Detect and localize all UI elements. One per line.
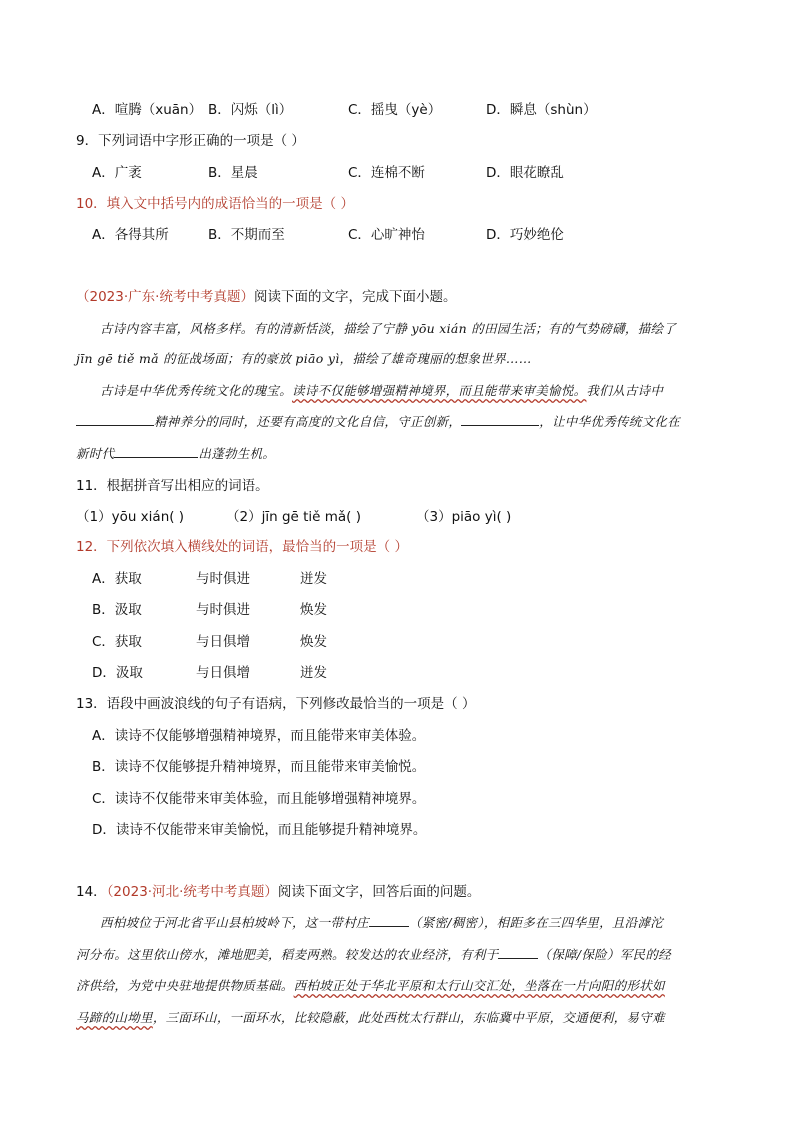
- blank-1[interactable]: [76, 413, 154, 426]
- blank-2[interactable]: [461, 413, 539, 426]
- q9-option-b: B．星晨: [208, 165, 258, 181]
- section2-intro: 阅读下面的文字，完成下面小题。: [253, 289, 457, 305]
- passage-text: 河分布。这里依山傍水，滩地肥美，稻麦两熟。较发达的农业经济，有利于: [76, 947, 499, 962]
- q9-option-a: A．广袤: [92, 165, 142, 181]
- q10-option-a: A．各得其所: [92, 227, 169, 243]
- q10-option-d: D．巧妙绝伦: [486, 227, 564, 243]
- passage-text: （紧密/稠密），相距多在三四华里，且沿滹沱: [408, 915, 664, 930]
- q13-option-d: D．读诗不仅能带来审美愉悦，而且能够提升精神境界。: [92, 822, 427, 838]
- wavy-sentence: 马蹄的山坳里: [76, 1010, 153, 1025]
- passage-text: 古诗是中华优秀传统文化的瑰宝。: [100, 383, 293, 398]
- q13-option-c: C．读诗不仅能带来审美体验，而且能够增强精神境界。: [92, 791, 426, 807]
- q12-col-3: 焕发: [300, 602, 327, 618]
- q8-option-a: A．喧腾（xuān）: [92, 102, 203, 118]
- q8-option-b: B．闪烁（lì）: [208, 102, 293, 118]
- q14-passage-line-3: [76, 977, 665, 995]
- passage-text: 济供给，为党中央驻地提供物质基础。: [76, 978, 294, 993]
- passage-text: 我们从古诗中: [586, 383, 664, 398]
- q12-col-1: A．获取: [92, 571, 142, 587]
- passage-line-1: 古诗内容丰富，风格多样。有的清新恬淡，描绘了宁静 yōu xián 的田园生活；有的气势磅礴，描绘了: [100, 321, 677, 336]
- passage-line-5: [76, 445, 275, 463]
- q14-number: 14．: [76, 884, 107, 900]
- passage-text: 西柏坡位于河北省平山县柏坡岭下，这一带村庄: [100, 915, 369, 930]
- section2-heading: [76, 288, 456, 306]
- q11-part-1: （1）yōu xián( ): [76, 509, 185, 525]
- blank-baozhang[interactable]: [498, 946, 538, 959]
- passage-text: ，三面环山，一面环水，比较隐蔽，此处西枕太行群山，东临冀中平原，交通便利，易守难: [152, 1010, 665, 1025]
- wavy-sentence: 读诗不仅能够增强精神境界，而且能带来审美愉悦。: [292, 383, 587, 398]
- blank-jinmi[interactable]: [369, 914, 409, 927]
- passage-text: 精神养分的同时，还要有高度的文化自信，守正创新，: [154, 414, 462, 429]
- q12-col-2: 与时俱进: [196, 571, 250, 587]
- passage-text: ，让中华优秀传统文化在: [539, 414, 681, 429]
- q8-option-d: D．瞬息（shùn）: [486, 102, 597, 118]
- q10-stem: 10．填入文中括号内的成语恰当的一项是（ ）: [76, 196, 354, 212]
- q12-col-2: 与日俱增: [196, 665, 250, 681]
- q12-col-2: 与时俱进: [196, 602, 250, 618]
- q9-option-c: C．连棉不断: [348, 165, 425, 181]
- q12-col-3: 焕发: [300, 634, 327, 650]
- q13-option-b: B．读诗不仅能够提升精神境界，而且能带来审美愉悦。: [92, 759, 426, 775]
- q9-option-d: D．眼花瞭乱: [486, 165, 564, 181]
- blank-3[interactable]: [114, 445, 198, 458]
- q12-col-1: B．汲取: [92, 602, 142, 618]
- q11-part-3: （3）piāo yì( ): [416, 509, 512, 525]
- q12-col-1: D．汲取: [92, 665, 143, 681]
- q12-col-2: 与日俱增: [196, 634, 250, 650]
- passage-line-3: [100, 382, 663, 400]
- q10-option-c: C．心旷神怡: [348, 227, 425, 243]
- passage-text: （保障/保险）军民的经: [538, 947, 671, 962]
- q8-option-c: C．摇曳（yè）: [348, 102, 442, 118]
- q14-passage-line-2: [76, 946, 671, 964]
- passage-text: 新时代: [76, 446, 115, 461]
- q14-heading: [76, 883, 480, 901]
- q12-stem: 12．下列依次填入横线处的词语，最恰当的一项是（ ）: [76, 539, 408, 555]
- passage-line-4: [76, 413, 680, 431]
- section2-source: （2023·广东·统考中考真题）: [76, 289, 254, 305]
- passage-text: 出蓬勃生机。: [198, 446, 276, 461]
- q11-stem: 11．根据拼音写出相应的词语。: [76, 478, 269, 494]
- q14-source: （2023·河北·统考中考真题）: [106, 884, 278, 900]
- q13-option-a: A．读诗不仅能够增强精神境界，而且能带来审美体验。: [92, 728, 426, 744]
- q12-col-3: 迸发: [300, 665, 327, 681]
- q14-intro: 阅读下面文字，回答后面的问题。: [277, 884, 481, 900]
- q10-option-b: B．不期而至: [208, 227, 285, 243]
- wavy-sentence: 西柏坡正处于华北平原和太行山交汇处，坐落在一片向阳的形状如: [293, 978, 665, 993]
- q9-stem: 9．下列词语中字形正确的一项是（ ）: [76, 133, 305, 149]
- q12-col-3: 迸发: [300, 571, 327, 587]
- q11-part-2: （2）jīn gē tiě mǎ( ): [226, 509, 361, 525]
- q13-stem: 13．语段中画波浪线的句子有语病，下列修改最恰当的一项是（ ）: [76, 696, 476, 712]
- q12-col-1: C．获取: [92, 634, 142, 650]
- q14-passage-line-4: [76, 1009, 665, 1027]
- passage-line-2: jīn gē tiě mǎ 的征战场面；有的豪放 piāo yì，描绘了雄奇瑰丽的想象世界……: [76, 351, 532, 366]
- q14-passage-line-1: [100, 914, 663, 932]
